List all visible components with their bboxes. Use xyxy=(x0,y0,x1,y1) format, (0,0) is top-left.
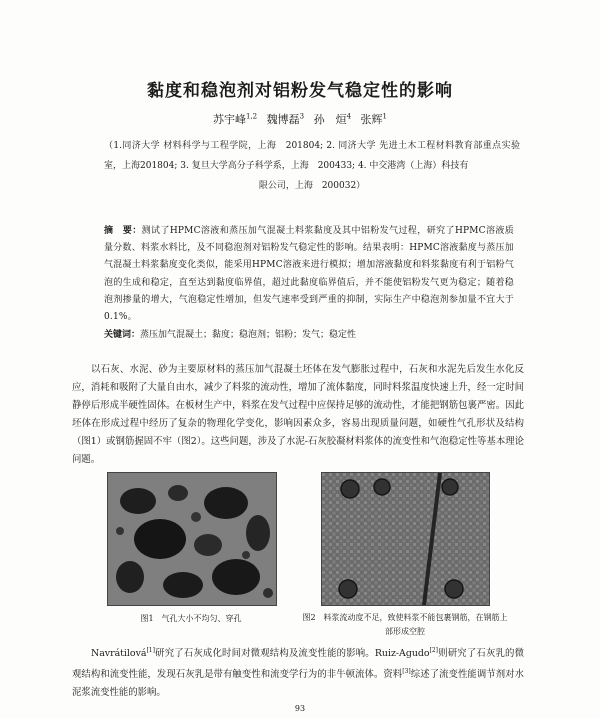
body-paragraph: 以石灰、水泥、砂为主要原材料的蒸压加气混凝土坯体在发气膨胀过程中，石灰和水泥先后发生水化反应，消耗和吸附了大量自由水，减少了料浆的流动性，增加了流体黏度，同时料浆温度快速上升，经一定时间静停后形成半硬性固体。在板材生产中，料浆在发气过程中应保持足够的流动性，才能把钢筋包裹严密。因此坯体在形成过程中经历了复杂的物理化学变化，影响因素众多，容易出现质量问题，如硬性气孔形状及结构（图1）或钢筋握固不牢（图2）。这些问题，涉及了水泥-石灰胶凝材料浆体的流变性和气泡稳定性等基本理论问题。 xyxy=(72,364,524,465)
figure-1-porous-image xyxy=(107,472,277,606)
body-paragraph-2 xyxy=(72,642,524,702)
author-affil-ref: 1,2 xyxy=(245,112,258,121)
figure-2-rebar-image xyxy=(321,472,490,606)
figure-1-caption: 图1 气孔大小不均匀、穿孔 xyxy=(140,614,242,623)
affiliations xyxy=(104,136,520,196)
keywords-text: 蒸压加气混凝土；黏度；稳泡剂；铝粉；发气；稳定性 xyxy=(140,330,357,340)
affiliation-text-end: 限公司，上海 200032） xyxy=(258,181,366,191)
keywords xyxy=(104,327,514,340)
paper-title: 黏度和稳泡剂对铝粉发气稳定性的影响 xyxy=(147,81,453,101)
author-affil-ref: 4 xyxy=(346,112,352,121)
page-number: 93 xyxy=(294,704,306,713)
author-name: 苏宇峰 xyxy=(212,113,246,126)
citation-author: Navrátilová xyxy=(91,648,147,660)
paragraph-text: 综述了流变性能调节剂对水泥浆流变性能的影响。 xyxy=(72,669,524,699)
author-name: 孙 烜 xyxy=(313,113,347,126)
paragraph-text: 研究了石灰成化时间对微观结构及流变性能的影响。Ruiz-Agudo xyxy=(154,648,430,660)
paragraph-text: 则研究了石灰乳的微观结构和流变性能，发现石灰乳是带有触变性和流变学行为的非牛顿流体。资料 xyxy=(72,648,524,681)
citation-ref: [1] xyxy=(146,647,155,654)
author-affil-ref: 1 xyxy=(382,112,388,121)
keywords-label: 关键词： xyxy=(104,330,141,340)
figure-1-graphic xyxy=(108,473,276,605)
citation-ref: [2] xyxy=(429,647,439,654)
author-name: 魏博磊 xyxy=(266,113,300,126)
abstract xyxy=(104,223,514,326)
author-name: 张辉 xyxy=(360,113,383,126)
abstract-text: 测试了HPMC溶液和蒸压加气混凝土料浆黏度及其中铝粉发气过程，研究了HPMC溶液质量分数、料浆水料比，及不同稳泡剂对铝粉发气稳定性的影响。结果表明：HPMC溶液黏度与蒸压加气混凝土料浆黏度变化类似，能采用HPMC溶液来进行模拟；增加溶液黏度和料浆黏度有利于铝粉气泡的生成和稳定，直至达到黏度临界值，超过此黏度临界值后，并不能使铝粉发气更为稳定；随着稳泡剂掺量的增大，气泡稳定性增加，但发气速率受到严重的抑制，实际生产中稳泡剂参加量不宜大于0.1%。 xyxy=(104,226,514,323)
figure-2-graphic xyxy=(322,473,489,605)
author-list xyxy=(0,111,600,127)
abstract-label: 摘 要： xyxy=(104,226,142,236)
citation-ref: [3] xyxy=(402,668,411,676)
figure-2-caption: 图2 料浆流动度不足，致使料浆不能包裹钢筋，在钢筋上部形成空腔 xyxy=(302,613,508,636)
author-affil-ref: 3 xyxy=(299,112,305,121)
affiliation-text: （1.同济大学 材料科学与工程学院，上海 201804; 2. 同济大学 先进土木工程材料教育部重点实验室，上海201804; 3. 复旦大学高分子科学系，上海 200433; 4. 中交港湾（上海）科技有 xyxy=(104,141,520,171)
